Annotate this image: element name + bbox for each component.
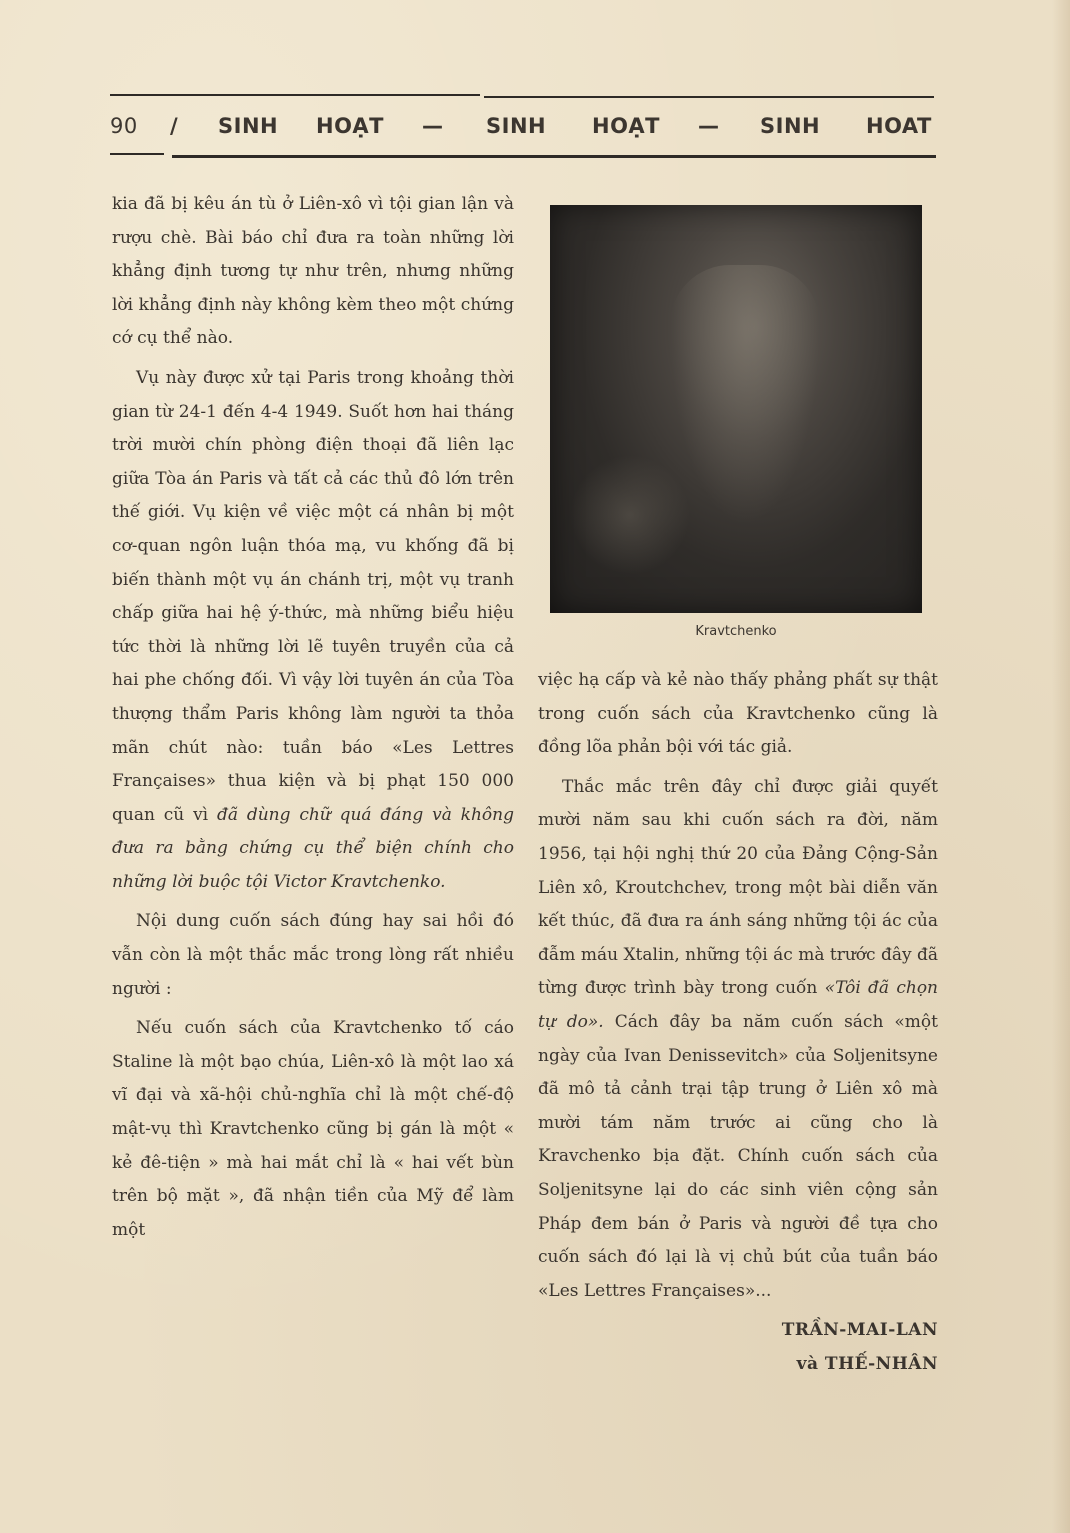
left-paragraph-4: Nếu cuốn sách của Kravtchenko tố cáo Staline là một bạo chúa, Liên-xô là một lao xá vĩ đại và xã-hội chủ-nghĩa chỉ là một chế-độ mật-vụ thì Kravtchenko cũng bị gán là một « kẻ đê-tiện » mà hai mắt chỉ là « hai vết bùn trên bộ mặt », đã nhận tiền của Mỹ để làm một [112, 1018, 514, 1240]
header-top-rule [110, 94, 480, 96]
left-paragraph-2-text: Vụ này được xử tại Paris trong khoảng thời gian từ 24-1 đến 4-4 1949. Suốt hơn hai tháng trời mười chín phòng điện thoại đã liên lạc giữa Tòa án Paris và tất cả các thủ đô lớn trên thế giới. Vụ kiện về việc một cá nhân bị một cơ-quan ngôn luận thóa mạ, vu khống đã bị biến thành một vụ án chánh trị, một vụ tranh chấp giữa hai hệ ý-thức, mà những biểu hiệu tức thời là những lời lẽ tuyên truyền của cả hai phe chống đối. Vì vậy lời tuyên án của Tòa thượng thẩm Paris không làm người ta thỏa mãn chút nào: tuần báo «Les Lettres Françaises» thua kiện và bị phạt 150 000 quan cũ vì [112, 367, 514, 825]
right-paragraph-2-italic: «Tôi đã chọn tự do». [538, 978, 938, 1032]
right-column [538, 664, 938, 1381]
page-number: 90 [110, 114, 138, 138]
header-bottom-rule-right [172, 155, 936, 158]
header-slash: / [170, 114, 179, 138]
header-bottom-rule [110, 153, 164, 155]
header-word-6: HOAT [866, 114, 932, 138]
page-edge-shadow [1052, 0, 1070, 1533]
author-line-2: và THẾ-NHÂN [796, 1353, 938, 1374]
header-dash-2: — [698, 114, 720, 138]
right-paragraph-2-text-a: Thắc mắc trên đây chỉ được giải quyết mười năm sau khi cuốn sách ra đời, năm 1956, tại hội nghị thứ 20 của Đảng Cộng-Sản Liên xô, Kroutchchev, trong một bài diễn văn kết thúc, đã đưa ra ánh sáng những tội ác của đẫm máu Xtalin, những tội ác mà trước đây đã từng được trình bày trong cuốn [538, 776, 938, 999]
header-word-4: HOẠT [592, 114, 661, 138]
right-paragraph-2-text-b: Cách đây ba năm cuốn sách «một ngày của Ivan Denissevitch» của Soljenitsyne đã mô tả cảnh trại tập trung ở Liên xô mà mười tám năm trước ai cũng cho là Kravchenko bịa đặt. Chính cuốn sách của Soljenitsyne lại do các sinh viên cộng sản Pháp đem bán ở Paris và người đề tựa cho cuốn sách đó lại là vị chủ bút của tuần báo «Les Lettres Françaises»... [538, 1011, 938, 1301]
header-word-3: SINH [486, 114, 547, 138]
photo-figure-shape [670, 265, 820, 525]
left-paragraph-1: kia đã bị kêu án tù ở Liên-xô vì tội gian lận và rượu chè. Bài báo chỉ đưa ra toàn những lời khẳng định tương tự như trên, nhưng những lời khẳng định này không kèm theo một chứng cớ cụ thể nào. [112, 194, 514, 349]
header-top-rule-right [484, 96, 934, 98]
kravtchenko-photo [550, 205, 922, 613]
running-header [110, 108, 938, 146]
header-word-5: SINH [760, 114, 821, 138]
right-paragraph-2 [538, 771, 938, 1309]
right-paragraph-1: việc hạ cấp và kẻ nào thấy phảng phất sự thật trong cuốn sách của Kravtchenko cũng là đồng lõa phản bội với tác giả. [538, 670, 938, 758]
left-paragraph-2 [112, 362, 514, 900]
header-word-2: HOẠT [316, 114, 385, 138]
left-column [112, 188, 514, 1253]
author-line-1: TRẦN-MAI-LAN [781, 1320, 938, 1341]
photo-caption: Kravtchenko [695, 624, 777, 639]
left-paragraph-2-italic: đã dùng chữ quá đáng và không đưa ra bằng chứng cụ thể biện chính cho những lời buộc tội Victor Kravtchenko. [112, 804, 514, 892]
photo-hand-shape [570, 455, 690, 575]
header-dash-1: — [422, 114, 444, 138]
header-word-1: SINH [218, 114, 279, 138]
left-paragraph-3: Nội dung cuốn sách đúng hay sai hồi đó vẫn còn là một thắc mắc trong lòng rất nhiều người : [112, 911, 514, 999]
